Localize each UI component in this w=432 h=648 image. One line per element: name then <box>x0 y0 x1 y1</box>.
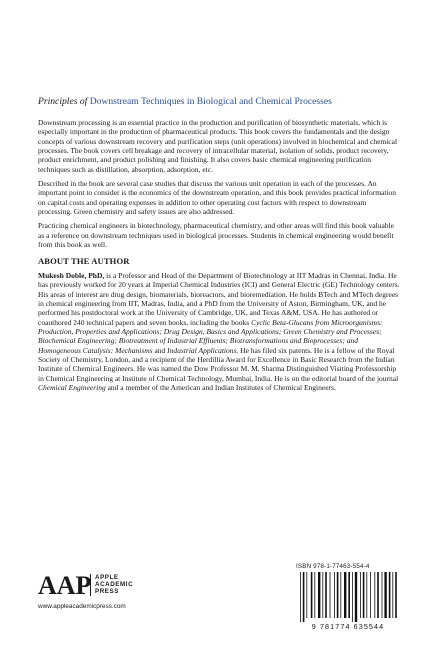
publisher-line-1: APPLE <box>95 574 119 581</box>
barcode-bar <box>318 572 320 618</box>
about-author-heading: ABOUT THE AUTHOR <box>38 256 130 267</box>
barcode-bar <box>355 572 357 622</box>
author-book-last: Industrial Applications. <box>167 345 239 355</box>
barcode-bar <box>370 572 371 618</box>
barcode-bar <box>330 572 331 618</box>
author-name: Mukesh Doble, PhD, <box>38 270 105 280</box>
author-bio-text-3: and a member of the American and Indian Institutes of Chemical Engineers. <box>105 382 336 392</box>
publisher-line-3: PRESS <box>95 588 119 596</box>
barcode-bar <box>363 572 365 618</box>
author-bio <box>38 271 402 392</box>
barcode-bar <box>360 572 361 618</box>
description-paragraph-3: Practicing chemical engineers in biotechnology, pharmaceutical chemistry, and other areas will find this book valuable as a reference on downstream techniques used in biological processes. Students in chemical engineering would benefit from this book as well. <box>38 221 394 250</box>
aap-logo-mark <box>38 570 92 600</box>
barcode-bar <box>377 572 379 618</box>
barcode-bar <box>366 572 367 618</box>
barcode-bar <box>303 572 305 622</box>
barcode-bar <box>311 572 313 618</box>
description-paragraph-2: Described in the book are several case studies that discuss the various unit operation in each of the processes. An important point to consider is the economics of the downstream operation, and this book provides practical information on capital costs and operating expenses in addition to other operating cost factors with respect to downstream processing. Green chemistry and safety issues are also addressed. <box>38 179 397 217</box>
author-bio-and: and <box>152 345 168 355</box>
logo-mark-text: AAP <box>38 571 92 600</box>
barcode-bar <box>384 572 386 618</box>
author-bio-text-1: is a Professor and Head of the Department of Biotechnology at IIT Madras in Chennai, India. He has previously worked for 20 years at Imperial Chemical Industries (ICI) and General Electric (GE) Technology centers. His areas of interest are drug design, biomaterials, bioreactors, and bioremediation. He holds BTech and MTech degrees in chemical engineering from IIT, Madras, India, and a PhD from the University of Aston, Birmingham, UK, and he performed his postdoctoral work at the University of Cambridge, UK, and Texas A&M, USA. He has authored or coauthored 240 technical papers and seven books, including the books <box>38 270 400 327</box>
isbn-number: ISBN 978-1-77463-554-4 <box>296 563 370 570</box>
cover-text <box>38 118 402 397</box>
barcode-bar <box>374 572 375 618</box>
barcode-bar <box>300 572 301 622</box>
author-bio-text-2: He has filed six patents. He is a fellow of the Royal Society of Chemistry, London, and a recipient of the Herdillia Award for Excellence in Basic Research from the Indian Institute of Chemical Engineers. He was named the Dow Professor M. M. Sharma Distinguished Visiting Professorship in Chemical Engineering at Institute of Chemical Technology, Mumbai, India. He is on the editorial board of the journal <box>38 345 399 383</box>
publisher-line-2: ACADEMIC <box>95 581 134 589</box>
barcode-bar <box>340 572 341 618</box>
barcode-bar <box>334 572 335 618</box>
barcode-bar <box>314 572 315 618</box>
barcode-bar <box>352 572 353 622</box>
journal-name: Chemical Engineering <box>38 382 106 392</box>
isbn-barcode <box>296 563 400 631</box>
barcode-bar <box>337 572 339 618</box>
book-title <box>38 96 408 108</box>
barcode-bar <box>348 572 350 618</box>
barcode-bar <box>382 572 383 618</box>
barcode-bar <box>395 572 397 618</box>
barcode-bar <box>389 572 391 618</box>
barcode-bar <box>325 572 327 618</box>
barcode-bars <box>296 572 400 622</box>
barcode-bar <box>306 572 307 618</box>
barcode-digits: 9 781774 635544 <box>311 622 385 631</box>
description-paragraph-1: Downstream processing is an essential practice in the production and purification of biosynthetic materials, which is especially important in the production of pharmaceutical products. This book covers the fundamentals and the design concepts of various downstream recovery and purification steps (unit operations) involved in biochemical and chemical processes. The book covers cell breakage and recovery of intracellular material, isolation of solids, product recovery, product enrichment, and product polishing and finishing. It also covers basic chemical engineering purification techniques such as distillation, absorption, adsorption, etc. <box>38 118 398 174</box>
publisher-website[interactable]: www.appleacademicpress.com <box>38 603 126 610</box>
title-main: Downstream Techniques in Biological and Chemical Processes <box>89 96 332 107</box>
author-books: Cyclic Beta-Glucans from Microorganisms: Production, Properties and Applications; Drug Design, Basics and Applications; Green Chemistry and Processes; Biochemical Engineering; Biotreatment of Industrial Effluents; Biotransformations and Bioprocesses; and Homogeneous Catalysis: Mechanisms <box>38 317 383 355</box>
barcode-bar <box>322 572 323 618</box>
publisher-name <box>90 574 133 596</box>
barcode-bar <box>392 572 393 618</box>
title-series: Principles of <box>38 96 88 107</box>
barcode-bar <box>344 572 346 618</box>
